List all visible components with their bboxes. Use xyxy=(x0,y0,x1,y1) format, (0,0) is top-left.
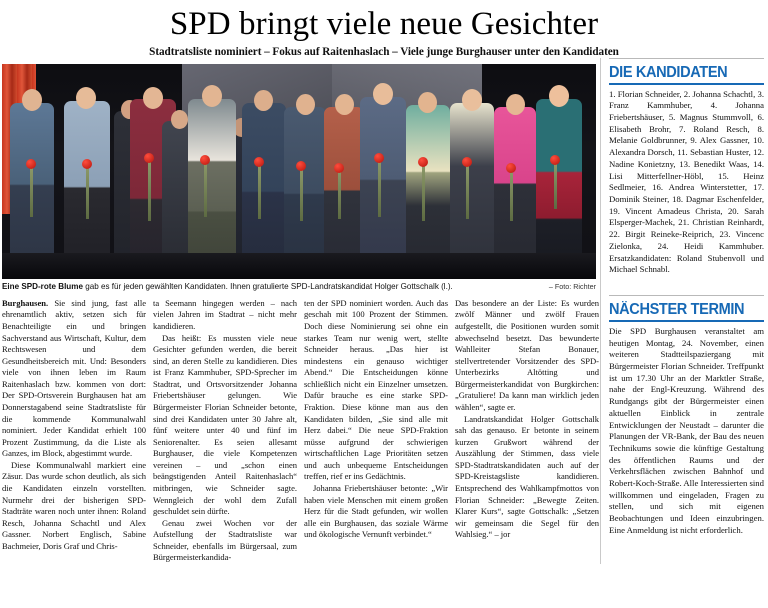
candidates-list-text: 1. Florian Schneider, 2. Johanna Schachtl, 3. Franz Kammhuber, 4. Johanna Friebertshäuser, 5. Magnus Stummvoll, 6. Elisabeth Brohr, 7. Roland Resch, 8. Melanie Goldbrunner, 9. Alex Gassner, 10. Alexandra Dorsch, 11. Sebastian Huster, 12. Nadine Konietzny, 13. Benedikt Waas, 14. Lisi Mitterfellner-Höbl, 15. Heinz Sedlmeier, 16. Andrea Winterstetter, 17. Dominik Steiner, 18. Dagmar Eschenfelder, 19. Vincent Amadeus Christa, 20. Sarah Elsperger-Machek, 21. Christian Reinhardt, 22. Birgit Reineke-Reiprich, 23. Vincenc Zielonka, 24. Heidi Kammhuber. Ersatzkandidaten: Roland Stubenvoll und Michael Schnabl. xyxy=(609,88,764,275)
carnation-bloom xyxy=(82,159,92,169)
heading-underline xyxy=(609,320,764,322)
caption-text: gab es für jeden gewählten Kandidaten. Ihnen gratulierte SPD-Landratskandidat Holger Gottschalk (l.). xyxy=(82,281,453,291)
next-date-text: Die SPD Burghausen veranstaltet am heutigen Montag, 24. November, einen weiteren Stadtteilspaziergang mit Bürgermeister Florian Schneider. Treffpunkt ist um 17.30 Uhr an der Marktler Straße, nahe der Engl-Kreuzung. Während des Rundgangs gibt der Bürgermeister einen aktuellen Einblick in zentrale Entwicklungen der Neustadt – darunter die Planungen der VR-Bank, der Bau des neuen Technikums sowie die künftige Gestaltung des öffentlichen Raums und der Verkehrsflächen zwischen Bahnhof und Robert-Koch-Straße. Alle Interessierten sind willkommen und eingeladen, Fragen zu stellen, und sich mit eigenen Beobachtungen und Ideen einzubringen. Eine Anmeldung ist nicht erforderlich. xyxy=(609,325,764,535)
carnation-stem xyxy=(300,167,303,221)
spacer xyxy=(609,285,764,295)
photo-scene xyxy=(2,64,596,279)
page-body xyxy=(0,58,768,564)
carnation-bloom xyxy=(506,163,516,173)
person-head xyxy=(296,94,315,115)
carnation-stem xyxy=(86,165,89,219)
carnation-stem xyxy=(30,165,33,217)
stage-floor xyxy=(2,253,596,279)
photo-caption-row xyxy=(2,282,596,292)
sidebar xyxy=(600,58,768,564)
person-figure xyxy=(188,99,236,279)
carnation-bloom xyxy=(462,157,472,167)
paragraph: Das besondere an der Liste: Es wurden zwölf Männer und zwölf Frauen aufgestellt, die Positionen wurden somit abwechselnd besetzt. Das bewunderte Wahlleiter Stefan Bonauer, stellvertretender Vorsitzender des SPD-Unterbezirks Altötting und Bürgermeisterkandidat von Burgkirchen: „Gratuliere! Da kann man wirklich jeden wählen“, sagte er. xyxy=(455,297,599,412)
carnation-stem xyxy=(378,157,381,217)
paragraph: Landratskandidat Holger Gottschalk sah das genauso. Er betonte in seinem kurzen Grußwort während der Auszählung der Stimmen, dass viele SPD-Stadtratskandidaten auch auf der SPD-Kreistagsliste kandidieren. Entsprechend des Wahlkampfmottos von Florian Schneider: „Bewegte Zeiten. Klarer Kurs“, sagte Gottschalk: „Setzen wir gemeinsam die Segel für den Wahlsieg.“ – jor xyxy=(455,413,599,540)
group-photo xyxy=(2,64,596,279)
sidebar-heading-candidates: DIE KANDIDATEN xyxy=(609,63,728,81)
paragraph: ta Seemann hingegen werden – nach vielen Jahren im Stadtrat – nicht mehr kandidieren. xyxy=(153,297,297,331)
dateline: Burghausen. xyxy=(2,297,49,308)
sidebar-section-next-date xyxy=(609,295,764,537)
carnation-stem xyxy=(554,161,557,209)
carnation-bloom xyxy=(26,159,36,169)
person-head xyxy=(335,94,354,115)
paragraph: Diese Kommunalwahl markiert eine Zäsur. Das wurde schon deutlich, als sich die Kandidaten einzeln vorstellten. Nurmehr drei der bisherigen SPD-Stadträte waren noch unter ihnen: Roland Resch, Johanna Schachtl und Alex Gassner. Norbert Englisch, Sabine Bachmeier, Doris Graf und Chris- xyxy=(2,459,146,551)
carnation-stem xyxy=(258,163,261,219)
person-figure xyxy=(536,99,582,279)
page-title: SPD bringt viele neue Gesichter xyxy=(169,6,599,42)
carnation-bloom xyxy=(296,161,306,171)
person-head xyxy=(202,85,222,107)
person-head xyxy=(171,110,188,129)
carnation-bloom xyxy=(254,157,264,167)
paragraph: Genau zwei Wochen vor der Aufstellung der Stadtratsliste war Schneider, ebenfalls im Bürgersaal, zum Bürgermeisterkandida- xyxy=(153,517,297,563)
caption-lead: Eine SPD-rote Blume xyxy=(2,281,83,291)
heading-underline xyxy=(609,83,764,85)
carnation-stem xyxy=(422,163,425,221)
carnation-stem xyxy=(148,159,151,221)
person-head xyxy=(254,90,273,111)
article-column-2 xyxy=(153,298,297,564)
person-head xyxy=(418,92,437,113)
article-column-3 xyxy=(304,298,448,564)
paragraph: Das heißt: Es mussten viele neue Gesichter gefunden werden, die bereit sind, an deren Stelle zu kandidieren. Dies ist Franz Kammhuber, SPD-Sprecher im Stadtrat, und Ortsvorsitzender Johanna Friebertshäuser gelungen. Wie Bürgermeister Florian Schneider betonte, sind drei Kandidaten unter 30 Jahre alt, fünf weitere unter 40 und fünf im Seniorenalter. Es seien allesamt Burghauser, die viele Kompetenzen vereinen – und „schon einen beängstigenden Anteil Raitenhaslach“ mitbringen, wie Schneider sagte. Wenngleich der wohl dem Zufall geschuldet sein dürfte. xyxy=(153,332,297,517)
carnation-bloom xyxy=(200,155,210,165)
carnation-bloom xyxy=(418,157,428,167)
carnation-bloom xyxy=(374,153,384,163)
newspaper-page xyxy=(0,4,768,608)
carnation-stem xyxy=(204,159,207,217)
article-column-4 xyxy=(455,298,599,564)
person-head xyxy=(462,89,482,111)
person-head xyxy=(76,87,96,109)
person-head xyxy=(506,94,525,115)
divider xyxy=(609,295,764,296)
paragraph xyxy=(2,298,146,460)
carnation-stem xyxy=(510,169,513,221)
person-head xyxy=(373,83,393,105)
paragraph: ten der SPD nominiert worden. Auch das geschah mit 100 Prozent der Stimmen. Doch diese Nominierung sei ohne ein starkes Team nur wenig wert, stellte Schneider heraus. „Das hier ist mindestens ein genauso wichtiger Abend.“ Die Entscheidungen könne schließlich nicht ein Einzelner umsetzen. Dafür brauche es eine starke SPD-Fraktion. Diese könne man aus den Kandidaten bilden, „Sie sind alle mit Herz dabei.“ Die neue SPD-Fraktion müsse aufgrund der schwierigen wirtschaftlichen Lage Prioritäten setzen und auch unbequeme Entscheidungen treffen, rief er ins Gedächtnis. xyxy=(304,297,448,482)
person-head xyxy=(22,89,42,111)
photo-caption xyxy=(2,282,453,292)
sidebar-heading-next-date: NÄCHSTER TERMIN xyxy=(609,300,745,318)
person-head xyxy=(549,85,569,107)
person-figure xyxy=(360,97,406,279)
paragraph-text: Sie sind jung, fast alle ehrenamtlich aktiv, setzen sich für Benachteiligte ein und bringen Sachverstand aus Wirtschaft, Kultur, dem Rechtswesen und dem Gesundheitsbereich mit. Und: Besonders viele von ihnen leben im Raum Raitenhaslach bzw. kommen von dort: Der SPD-Ortsverein Burghausen hat am Donnerstagabend seine Stadtratsliste für die kommende Kommunalwahl nominiert. Jeder Kandidat erhielt 100 Prozent Zustimmung, da die Liste als Ganzes, im Block, abgestimmt wurde. xyxy=(2,297,146,459)
carnation-bloom xyxy=(334,163,344,173)
paragraph: Johanna Friebertshäuser betonte: „Wir haben viele Menschen mit einem großen Herz für die Stadt gefunden, wir wollen alle ein Burghausen, das soziale Wärme und ökologische Vernunft verbindet.“ xyxy=(304,483,448,540)
divider xyxy=(609,58,764,59)
page-subtitle: Stadtratsliste nominiert – Fokus auf Raitenhaslach – Viele junge Burghauser unter den Kandidaten xyxy=(149,45,619,58)
person-head xyxy=(143,87,163,109)
carnation-bloom xyxy=(144,153,154,163)
main-content xyxy=(0,58,600,564)
carnation-bloom xyxy=(550,155,560,165)
photo-credit: – Foto: Richter xyxy=(548,282,596,292)
article-columns xyxy=(2,298,600,564)
carnation-stem xyxy=(466,163,469,219)
carnation-stem xyxy=(338,167,341,219)
sidebar-section-candidates xyxy=(609,58,764,276)
article-column-1 xyxy=(2,298,146,564)
